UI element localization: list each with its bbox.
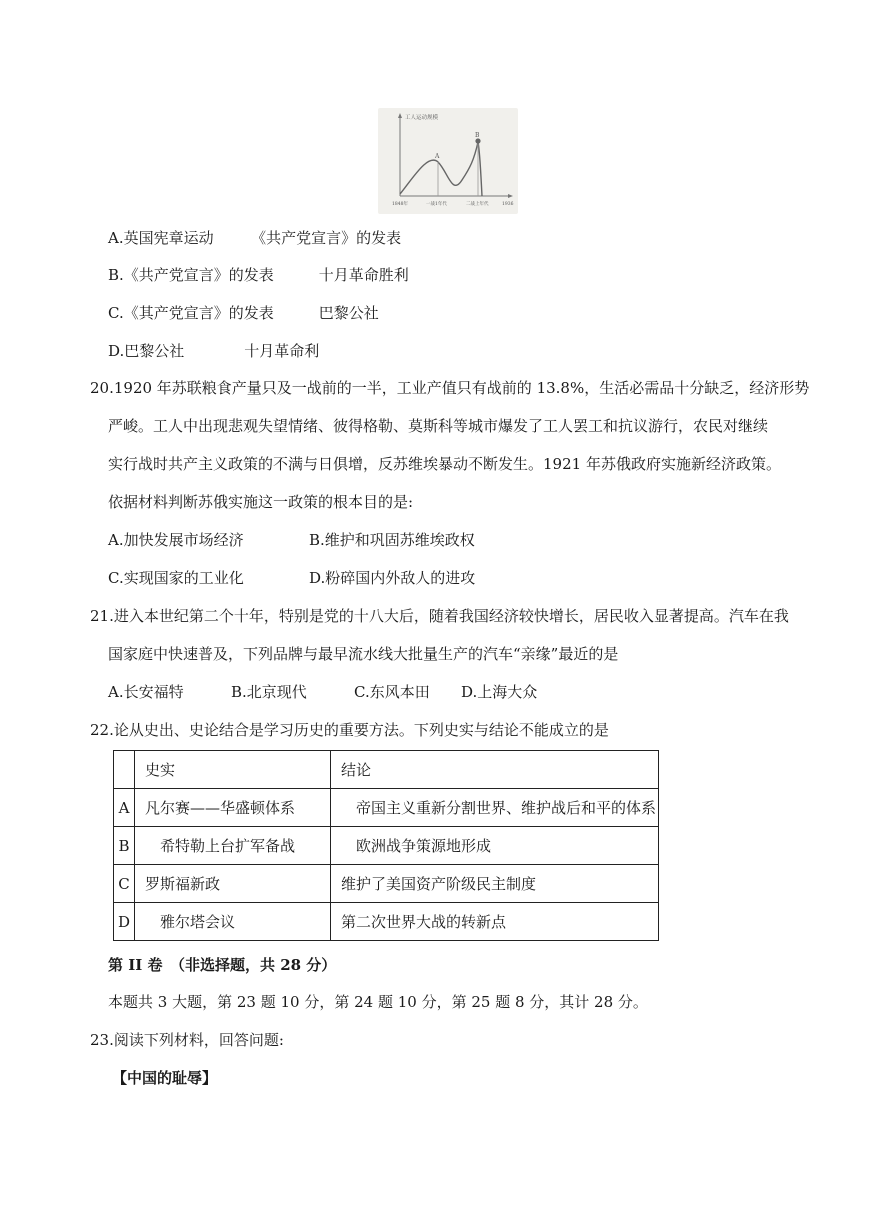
header-cell-fact: 史实 — [135, 751, 331, 789]
table-row — [114, 865, 659, 903]
table-row — [114, 903, 659, 941]
part2-title: 第 II 卷 （非选择题，共 28 分） — [108, 956, 337, 974]
row-fact: 凡尔赛——华盛顿体系 — [135, 789, 331, 827]
q20-option-c: C.实现国家的工业化 — [108, 569, 244, 587]
q21-stem-line: 国家庭中快速普及，下列品牌与最早流水线大批量生产的汽车“亲缘”最近的是 — [108, 645, 619, 663]
q20-stem-line: 20.1920 年苏联粮食产量只及一战前的一半，工业产值只有战前的 13.8%，生活必需品十分缺乏，经济形势 — [90, 379, 810, 397]
figure-x-tick: 1848年 — [392, 202, 408, 207]
y-axis-arrow — [398, 113, 402, 118]
row-fact: 雅尔塔会议 — [135, 903, 331, 941]
row-key: B — [114, 827, 135, 865]
q23-stem: 23.阅读下列材料，回答问题: — [90, 1031, 284, 1049]
row-conclusion: 维护了美国资产阶级民主制度 — [331, 865, 659, 903]
q21-stem-line: 21.进入本世纪第二个十年，特别是党的十八大后，随着我国经济较快增长，居民收入显著提高。汽车在我 — [90, 607, 789, 625]
x-axis-arrow — [508, 194, 513, 198]
part2-description: 本题共 3 大题，第 23 题 10 分，第 24 题 10 分，第 25 题 8 分，其计 28 分。 — [108, 993, 648, 1011]
figure-x-tick: 一战1年代 — [426, 202, 447, 207]
q21-option-a: A.长安福特 — [108, 683, 184, 701]
figure-point-b: B — [475, 132, 480, 139]
header-cell — [114, 751, 135, 789]
q20-stem-line: 严峻。工人中出现悲观失望情绪、彼得格勒、莫斯科等城市爆发了工人罢工和抗议游行，农民对继续 — [108, 417, 769, 435]
q20-option-d: D.粉碎国内外敌人的进攻 — [309, 569, 476, 587]
q19-option-a: A.英国宪章运动 《共产党宣言》的发表 — [108, 229, 402, 247]
row-fact: 希特勒上台扩军备战 — [135, 827, 331, 865]
workers-movement-curve — [378, 108, 518, 214]
q19-option-b: B.《共产党宣言》的发表 十月革命胜利 — [108, 266, 409, 284]
table-row — [114, 827, 659, 865]
q21-option-c: C.东风本田 — [354, 683, 430, 701]
q19-option-c: C.《其产党宣言》的发表 巴黎公社 — [108, 304, 379, 322]
q21-option-d: D.上海大众 — [461, 683, 538, 701]
row-conclusion: 帝国主义重新分割世界、维护战后和平的体系 — [331, 789, 659, 827]
q20-stem-line: 实行战时共产主义政策的不满与日俱增，反苏维埃暴动不断发生。1921 年苏俄政府实施新经济政策。 — [108, 455, 781, 473]
trend-curve — [400, 142, 482, 196]
row-fact: 罗斯福新政 — [135, 865, 331, 903]
row-key: D — [114, 903, 135, 941]
figure-point-a: A — [435, 153, 440, 160]
q21-option-b: B.北京现代 — [231, 683, 307, 701]
row-key: C — [114, 865, 135, 903]
table-header-row — [114, 751, 659, 789]
header-cell-conclusion: 结论 — [331, 751, 659, 789]
table-row — [114, 789, 659, 827]
q23-section-title: 【中国的耻辱】 — [112, 1069, 218, 1087]
q19-option-d: D.巴黎公社 十月革命利 — [108, 342, 320, 360]
row-key: A — [114, 789, 135, 827]
figure-x-tick: 二战上年代 — [466, 202, 489, 207]
q22-stem: 22.论从史出、史论结合是学习历史的重要方法。下列史实与结论不能成立的是 — [90, 721, 609, 739]
q20-option-a: A.加快发展市场经济 — [108, 531, 244, 549]
figure-x-tick: 1936 — [502, 202, 514, 207]
row-conclusion: 欧洲战争策源地形成 — [331, 827, 659, 865]
q20-option-b: B.维护和巩固苏维埃政权 — [309, 531, 475, 549]
point-b-marker — [475, 138, 480, 143]
row-conclusion: 第二次世界大战的转新点 — [331, 903, 659, 941]
q20-question: 依据材料判断苏俄实施这一政策的根本目的是: — [108, 493, 414, 511]
workers-movement-figure — [378, 108, 518, 214]
q22-table — [113, 750, 659, 941]
figure-y-label: 工人运动规模 — [405, 115, 439, 121]
